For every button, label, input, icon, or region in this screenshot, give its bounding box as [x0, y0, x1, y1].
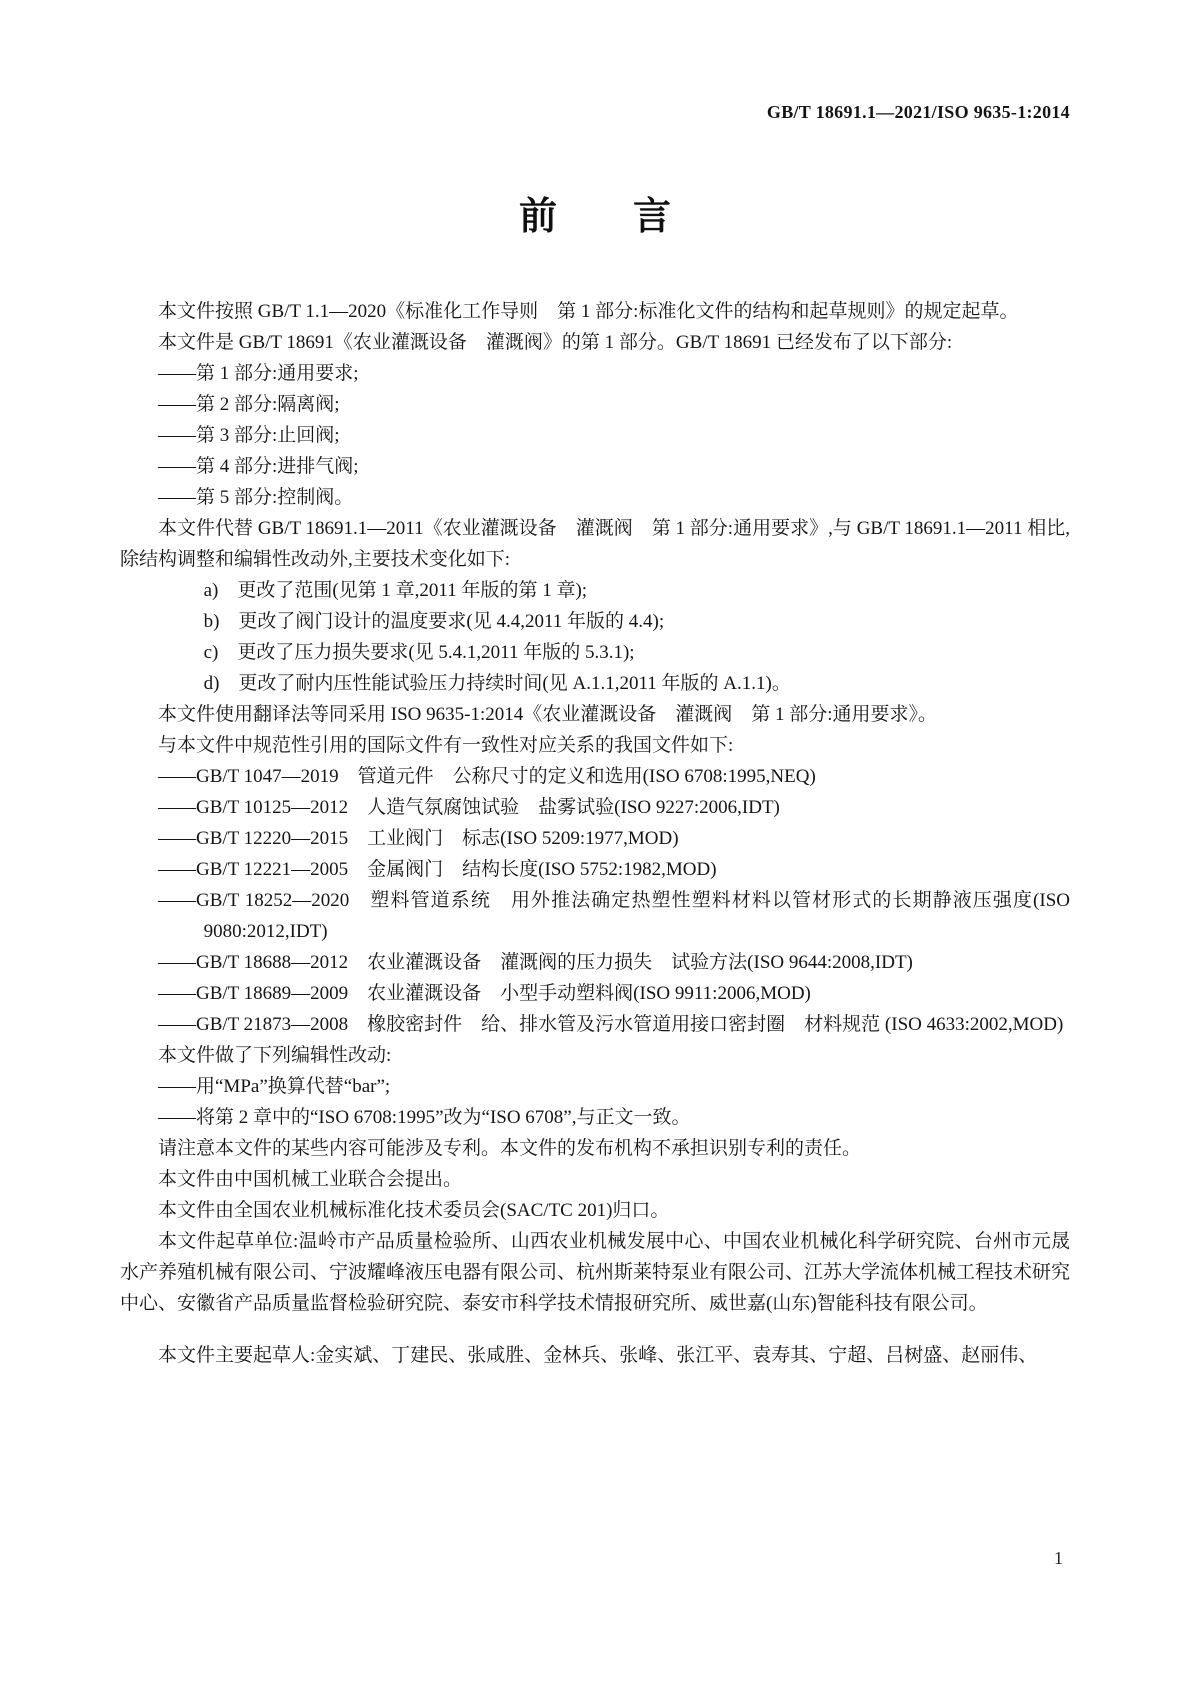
standard-number: GB/T 18691.1—2021/ISO 9635-1:2014: [766, 102, 1070, 122]
paragraph: ——GB/T 18688—2012 农业灌溉设备 灌溉阀的压力损失 试验方法(ISO 9644:2008,IDT): [158, 952, 913, 973]
paragraph: ——GB/T 21873—2008 橡胶密封件 给、排水管及污水管道用接口密封圈 材料规范 (ISO 4633:2002,MOD): [158, 1014, 1064, 1035]
paragraph: 本文件主要起草人:金实斌、丁建民、张咸胜、金林兵、张峰、张江平、袁寿其、宁超、吕树盛、赵丽伟、: [158, 1345, 1038, 1366]
document-body: [120, 296, 1070, 1371]
paragraph: d) 更改了耐内压性能试验压力持续时间(见 A.1.1,2011 年版的 A.1.1)。: [203, 673, 791, 694]
paragraph: ——用“MPa”换算代替“bar”;: [158, 1076, 391, 1097]
paragraph: ——GB/T 12221—2005 金属阀门 结构长度(ISO 5752:1982,MOD): [158, 859, 717, 880]
paragraph: c) 更改了压力损失要求(见 5.4.1,2011 年版的 5.3.1);: [203, 642, 635, 663]
paragraph: ——第 4 部分:进排气阀;: [158, 456, 359, 477]
paragraph: 本文件起草单位:温岭市产品质量检验所、山西农业机械发展中心、中国农业机械化科学研究院、台州市元晟水产养殖机械有限公司、宁波耀峰液压电器有限公司、杭州斯莱特泵业有限公司、江苏大学流体机械工程技术研究中心、安徽省产品质量监督检验研究院、泰安市科学技术情报研究所、威世嘉(山东)智能科技有限公司。: [120, 1231, 1071, 1314]
paragraph: b) 更改了阀门设计的温度要求(见 4.4,2011 年版的 4.4);: [203, 611, 665, 632]
paragraph: ——GB/T 18689—2009 农业灌溉设备 小型手动塑料阀(ISO 9911:2006,MOD): [158, 983, 811, 1004]
paragraph: 本文件由全国农业机械标准化技术委员会(SAC/TC 201)归口。: [158, 1200, 670, 1221]
paragraph: ——GB/T 12220—2015 工业阀门 标志(ISO 5209:1977,MOD): [158, 828, 679, 849]
paragraph: ——GB/T 18252—2020 塑料管道系统 用外推法确定热塑性塑料材料以管材形式的长期静液压强度(ISO 9080:2012,IDT): [158, 890, 1070, 942]
paragraph: ——第 3 部分:止回阀;: [158, 425, 340, 446]
paragraph: ——第 5 部分:控制阀。: [158, 487, 354, 508]
page-number: 1: [1054, 1548, 1063, 1568]
paragraph: ——将第 2 章中的“ISO 6708:1995”改为“ISO 6708”,与正文一致。: [158, 1107, 691, 1128]
paragraph: 本文件是 GB/T 18691《农业灌溉设备 灌溉阀》的第 1 部分。GB/T 18691 已经发布了以下部分:: [158, 332, 953, 353]
paragraph: ——第 1 部分:通用要求;: [158, 363, 359, 384]
paragraph: 本文件按照 GB/T 1.1—2020《标准化工作导则 第 1 部分:标准化文件的结构和起草规则》的规定起草。: [158, 301, 1019, 322]
paragraph: ——GB/T 1047—2019 管道元件 公称尺寸的定义和选用(ISO 6708:1995,NEQ): [158, 766, 816, 787]
paragraph: 本文件代替 GB/T 18691.1—2011《农业灌溉设备 灌溉阀 第 1 部分:通用要求》,与 GB/T 18691.1—2011 相比,除结构调整和编辑性改动外,主要技术变化如下:: [120, 518, 1070, 570]
document-header: [120, 100, 1070, 124]
foreword-title: 前 言: [518, 194, 671, 238]
paragraph: 请注意本文件的某些内容可能涉及专利。本文件的发布机构不承担识别专利的责任。: [158, 1138, 862, 1159]
paragraph: 本文件使用翻译法等同采用 ISO 9635-1:2014《农业灌溉设备 灌溉阀 第 1 部分:通用要求》。: [158, 704, 938, 725]
paragraph: 与本文件中规范性引用的国际文件有一致性对应关系的我国文件如下:: [158, 735, 734, 756]
paragraph: ——GB/T 10125—2012 人造气氛腐蚀试验 盐雾试验(ISO 9227:2006,IDT): [158, 797, 780, 818]
paragraph: 本文件做了下列编辑性改动:: [158, 1045, 392, 1066]
paragraph: a) 更改了范围(见第 1 章,2011 年版的第 1 章);: [203, 580, 588, 601]
paragraph: 本文件由中国机械工业联合会提出。: [158, 1169, 463, 1190]
paragraph: ——第 2 部分:隔离阀;: [158, 394, 340, 415]
